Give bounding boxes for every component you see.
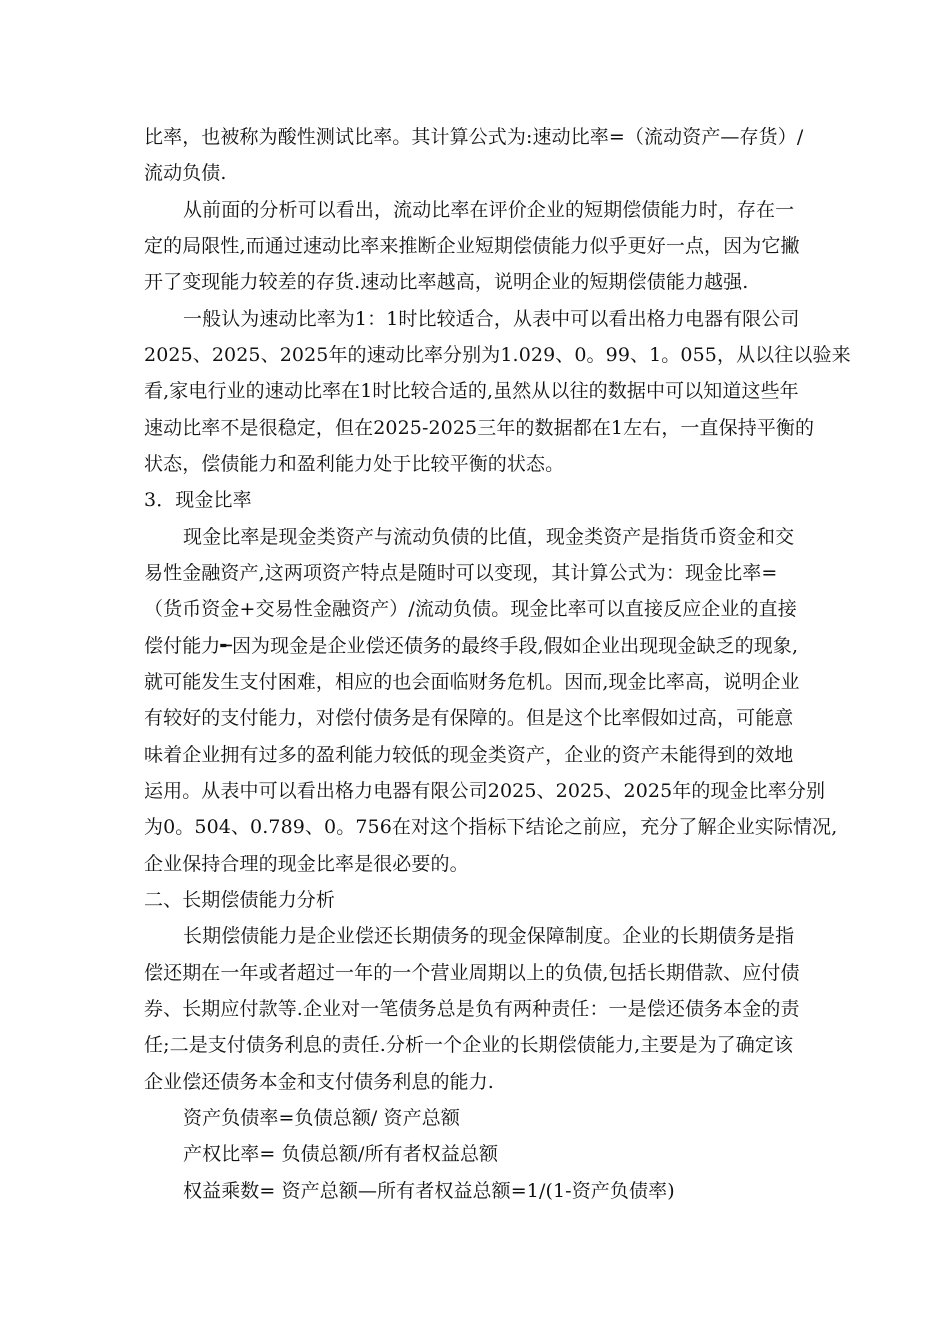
text-line: 速动比率不是很稳定，但在2025-2025三年的数据都在1左右，一直保持平衡的 [144,417,815,439]
text-line: 定的局限性,而通过速动比率来推断企业短期偿债能力似乎更好一点，因为它撇 [144,235,800,257]
formula-debt-ratio: 资产负债率=负债总额/ 资产总额 [183,1107,460,1129]
text-line: 企业保持合理的现金比率是很必要的。 [144,853,469,875]
text-line: 企业偿还债务本金和支付债务利息的能力. [144,1071,494,1093]
text-line: 有较好的支付能力，对偿付债务是有保障的。但是这个比率假如过高，可能意 [144,707,794,729]
text-line: （货币资金+交易性金融资产）/流动负债。现金比率可以直接反应企业的直接 [144,598,797,620]
paragraph-quick-ratio-data: 一般认为速动比率为1：1时比较适合，从表中可以看出格力电器有限公司 [183,308,800,330]
text-line: 流动负债. [144,162,227,184]
text-line: 运用。从表中可以看出格力电器有限公司2025、2025、2025年的现金比率分别 [144,780,826,802]
text-line: 2025、2025、2025年的速动比率分别为1.029、0。99、1。055，从以往以验来 [144,344,851,366]
text-line: 为0。504、0.789、0。756在对这个指标下结论之前应，充分了解企业实际情况, [144,816,838,838]
paragraph-long-term-solvency: 长期偿债能力是企业偿还长期债务的现金保障制度。企业的长期债务是指 [183,925,795,947]
text-line: 比率，也被称为酸性测试比率。其计算公式为:速动比率=（流动资产—存货）/ [144,126,804,148]
formula-equity-ratio: 产权比率= 负债总额/所有者权益总额 [183,1143,499,1165]
paragraph-cash-ratio: 现金比率是现金类资产与流动负债的比值，现金类资产是指货币资金和交 [183,526,795,548]
text-line: 开了变现能力较差的存货.速动比率越高，说明企业的短期偿债能力越强. [144,271,749,293]
text-line: 偿还期在一年或者超过一年的一个营业周期以上的负债,包括长期借款、应付债 [144,962,800,984]
text-line: 任;二是支付债务利息的责任.分析一个企业的长期偿债能力,主要是为了确定该 [144,1034,794,1056]
text-line: 就可能发生支付困难，相应的也会面临财务危机。因而,现金比率高，说明企业 [144,671,800,693]
text-line: 看,家电行业的速动比率在1时比较合适的,虽然从以往的数据中可以知道这些年 [144,380,799,402]
section-heading-long-term-solvency: 二、长期偿债能力分析 [144,889,336,911]
text-line: 券、长期应付款等.企业对一笔债务总是负有两种责任：一是偿还债务本金的责 [144,998,800,1020]
formula-equity-multiplier: 权益乘数= 资产总额—所有者权益总额=1/(1-资产负债率) [183,1180,675,1202]
section-heading-cash-ratio: 3．现金比率 [144,489,252,511]
paragraph-quick-ratio-analysis: 从前面的分析可以看出，流动比率在评价企业的短期偿债能力时，存在一 [183,199,795,221]
text-line: 状态，偿债能力和盈利能力处于比较平衡的状态。 [144,453,565,475]
text-line: 味着企业拥有过多的盈利能力较低的现金类资产，企业的资产未能得到的效地 [144,744,794,766]
text-line: 易性金融资产,这两项资产特点是随时可以变现，其计算公式为：现金比率= [144,562,778,584]
text-line: 偿付能力╾因为现金是企业偿还债务的最终手段,假如企业出现现金缺乏的现象, [144,635,799,657]
